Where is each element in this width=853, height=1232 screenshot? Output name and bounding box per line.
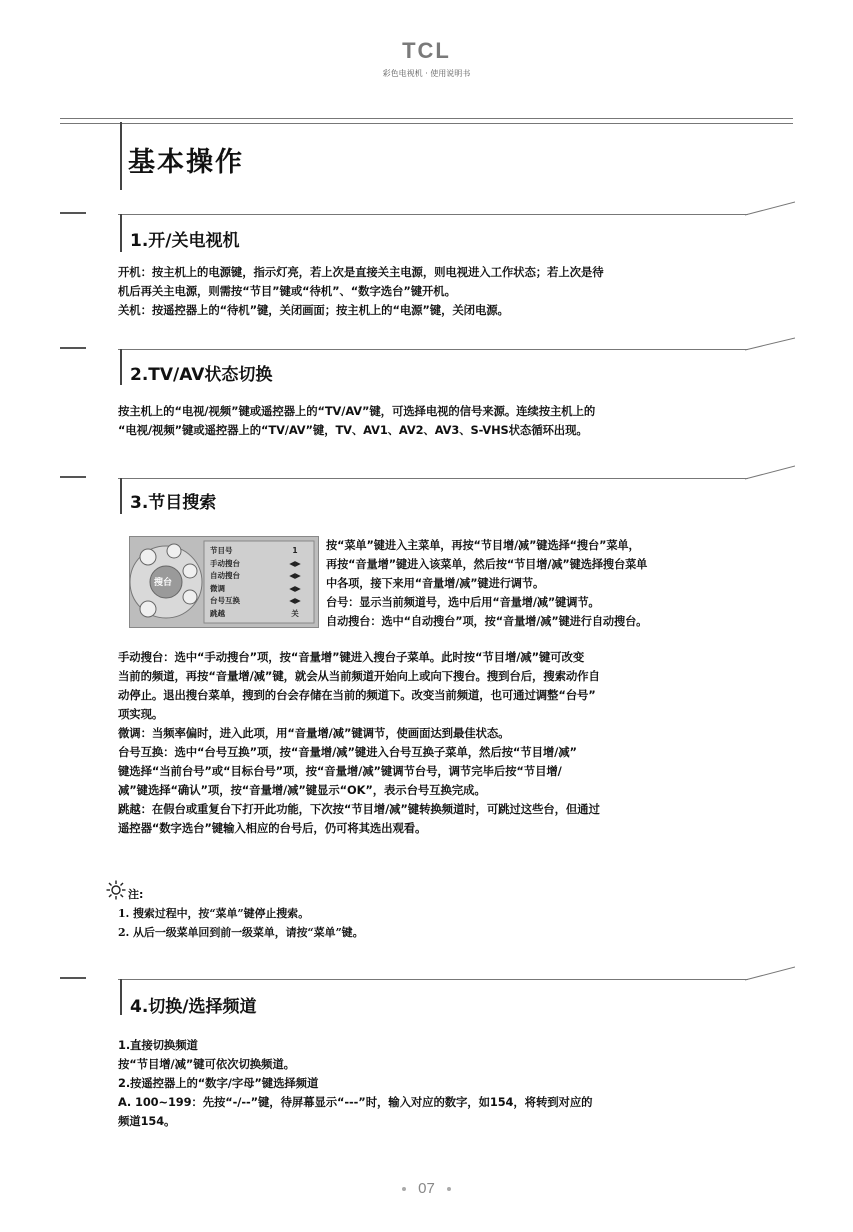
section-tick [60, 977, 86, 979]
section-1-body [118, 263, 798, 320]
paragraph-line: 中各项，接下来用“音量增/减”键进行调节。 [326, 577, 545, 590]
menu-item: 跳越 [210, 608, 225, 618]
paragraph-line: 减”键选择“确认”项，按“音量增/减”键显示“OK”，表示台号互换完成。 [118, 783, 486, 797]
paragraph-line: 跳越：在假台或重复台下打开此功能，下次按“节目增/减”键转换频道时，可跳过这些台，但通过 [118, 802, 600, 816]
section-bar [120, 349, 122, 385]
section-tick [60, 212, 86, 214]
menu-item: 节目号 [210, 546, 233, 555]
menu-value: 关 [291, 608, 299, 618]
section-tick [60, 476, 86, 478]
paragraph-line: A. 100~199：先按“-/--”键，待屏幕显示“---”时，输入对应的数字，如154，将转到对应的 [118, 1095, 593, 1109]
section-divider [118, 478, 748, 479]
paragraph-line: 按主机上的“电视/视频”键或遥控器上的“TV/AV”键，可选择电视的信号来源。连续按主机上的 [118, 404, 596, 418]
paragraph-line: 再按“音量增”键进入该菜单，然后按“节目增/减”键选择搜台菜单 [326, 558, 648, 571]
paragraph-line: 项实现。 [118, 707, 164, 721]
menu-value: ◀▶ [289, 558, 301, 568]
paragraph-line: 机后再关主电源，则需按“节目”键或“待机”、“数字选台”键开机。 [118, 284, 456, 298]
paragraph-line: 键选择“当前台号”或“目标台号”项，按“音量增/减”键调节台号，调节完毕后按“节目增/ [118, 764, 562, 778]
paragraph-line: 台号互换：选中“台号互换”项，按“音量增/减”键进入台号互换子菜单，然后按“节目增/减” [118, 745, 577, 759]
section-4-body [118, 1036, 798, 1131]
section-divider-end [745, 336, 795, 351]
section-2-title: 2.TV/AV状态切换 [130, 365, 273, 385]
page-title: 基本操作 [128, 147, 244, 178]
menu-value: ◀▶ [289, 596, 301, 605]
paragraph-line: 2.按遥控器上的“数字/字母”键选择频道 [118, 1076, 319, 1090]
menu-item: 微调 [210, 583, 225, 593]
menu-value: ◀▶ [289, 583, 301, 593]
note-item: 2. 从后一级菜单回到前一级菜单，请按“菜单”键。 [118, 926, 364, 939]
paragraph-line: “电视/视频”键或遥控器上的“TV/AV”键，TV、AV1、AV2、AV3、S-VHS状态循环出现。 [118, 423, 588, 437]
menu-value: 1 [292, 546, 298, 555]
section-bar [120, 214, 122, 252]
section-bar [120, 979, 122, 1015]
paragraph-line: 微调：当频率偏时，进入此项，用“音量增/减”键调节，使画面达到最佳状态。 [118, 726, 510, 740]
note-list [118, 904, 718, 942]
section-divider [118, 349, 748, 350]
section-divider-end [745, 200, 795, 216]
section-tick [60, 347, 86, 349]
menu-icon-label: 搜台 [154, 578, 173, 588]
paragraph-line: 遥控器“数字选台”键输入相应的台号后，仍可将其选出观看。 [118, 821, 427, 835]
paragraph-line: 当前的频道，再按“音量增/减”键，就会从当前频道开始向上或向下搜台。搜到台后，搜索动作自 [118, 669, 600, 683]
paragraph-line: 手动搜台：选中“手动搜台”项，按“音量增”键进入搜台子菜单。此时按“节目增/减”键可改变 [118, 650, 585, 664]
paragraph-line: 动停止。退出搜台菜单，搜到的台会存储在当前的频道下。改变当前频道，也可通过调整“台号” [118, 688, 596, 702]
sun-icon [106, 880, 126, 900]
page-number-dot [447, 1187, 451, 1191]
section-divider-end [745, 464, 795, 480]
brand-logo: TCL [402, 38, 451, 63]
paragraph-line: 自动搜台：选中“自动搜台”项，按“音量增/减”键进行自动搜台。 [326, 615, 648, 628]
menu-screenshot [129, 536, 319, 628]
section-3-side-text [326, 536, 796, 631]
note-label: 注: [128, 888, 144, 901]
page-number [0, 1180, 853, 1197]
section-2-body [118, 402, 798, 440]
header-divider [60, 118, 793, 124]
section-divider [118, 214, 748, 215]
note-item: 1. 搜索过程中，按“菜单”键停止搜索。 [118, 907, 309, 920]
menu-item: 自动搜台 [210, 571, 240, 580]
section-3-body [118, 648, 798, 838]
paragraph-line: 台号：显示当前频道号，选中后用“音量增/减”键调节。 [326, 596, 600, 609]
paragraph-line: 关机：按遥控器上的“待机”键，关闭画面；按主机上的“电源”键，关闭电源。 [118, 303, 509, 317]
paragraph-line: 开机：按主机上的电源键，指示灯亮，若上次是直接关主电源，则电视进入工作状态；若上次是待 [118, 265, 604, 279]
page-number-text: 07 [418, 1180, 435, 1197]
menu-value: ◀▶ [289, 571, 301, 580]
title-bar [120, 122, 122, 190]
header-subtitle: 彩色电视机 · 使用说明书 [382, 69, 471, 78]
section-divider [118, 979, 748, 980]
menu-item: 台号互换 [210, 596, 240, 605]
paragraph-line: 频道154。 [118, 1114, 176, 1128]
section-4-title: 4.切换/选择频道 [130, 997, 257, 1017]
section-divider-end [745, 965, 795, 981]
paragraph-line: 1.直接切换频道 [118, 1038, 198, 1052]
section-3-title: 3.节目搜索 [130, 493, 217, 513]
menu-item: 手动搜台 [210, 558, 240, 568]
section-bar [120, 478, 122, 514]
paragraph-line: 按“菜单”键进入主菜单，再按“节目增/减”键选择“搜台”菜单， [326, 539, 640, 552]
page-number-dot [402, 1187, 406, 1191]
menu-values [280, 545, 310, 620]
section-1-title: 1.开/关电视机 [130, 231, 240, 251]
paragraph-line: 按“节目增/减”键可依次切换频道。 [118, 1057, 295, 1071]
menu-items [210, 545, 270, 620]
